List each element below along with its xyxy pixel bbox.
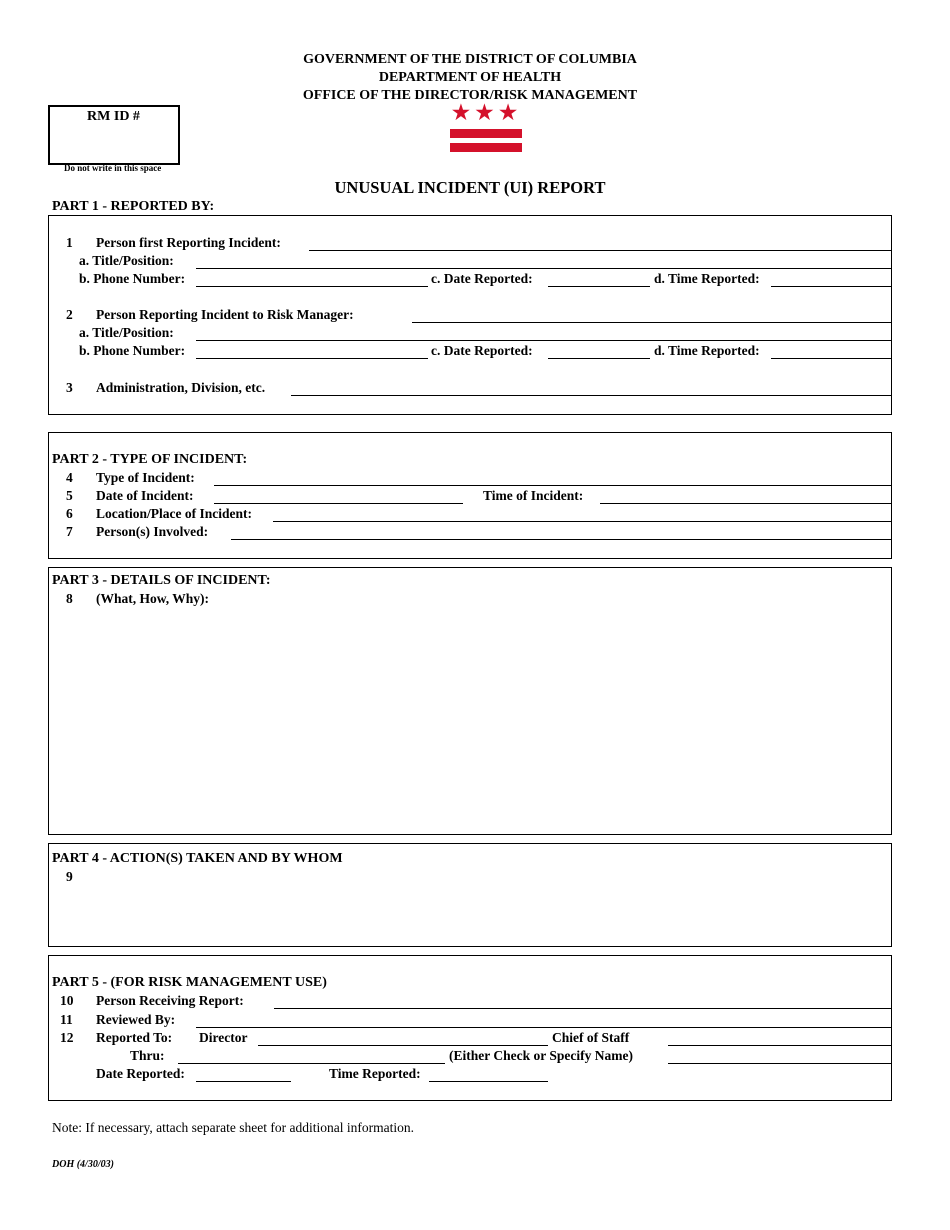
item1-label: Person first Reporting Incident: xyxy=(96,235,281,250)
item1-time-field[interactable] xyxy=(771,286,892,287)
item11-label: Reviewed By: xyxy=(96,1012,176,1027)
item12-label: Reported To: xyxy=(96,1030,173,1045)
item5-time-field[interactable] xyxy=(600,503,892,504)
item12-time-field[interactable] xyxy=(429,1081,548,1082)
item3-number: 3 xyxy=(66,380,73,395)
item4-label: Type of Incident: xyxy=(96,470,195,485)
item12-date-field[interactable] xyxy=(196,1081,291,1082)
item4-field[interactable] xyxy=(214,485,892,486)
part1-heading: PART 1 - REPORTED BY: xyxy=(52,199,215,214)
item11-field[interactable] xyxy=(196,1027,892,1028)
item6-number: 6 xyxy=(66,506,73,521)
part3-heading: PART 3 - DETAILS OF INCIDENT: xyxy=(52,573,271,588)
item3-field[interactable] xyxy=(291,395,892,396)
header-department: DEPARTMENT OF HEALTH xyxy=(378,70,562,85)
part5-heading: PART 5 - (FOR RISK MANAGEMENT USE) xyxy=(52,975,327,990)
item7-number: 7 xyxy=(66,524,73,539)
item6-label: Location/Place of Incident: xyxy=(96,506,252,521)
item2-number: 2 xyxy=(66,307,73,322)
item5-time-label: Time of Incident: xyxy=(483,488,584,503)
item10-label: Person Receiving Report: xyxy=(96,993,244,1008)
footer-note: Note: If necessary, attach separate sheet for additional information. xyxy=(52,1120,414,1135)
rm-id-box xyxy=(48,105,180,165)
item10-field[interactable] xyxy=(274,1008,892,1009)
item11-number: 11 xyxy=(60,1012,73,1027)
report-title: UNUSUAL INCIDENT (UI) REPORT xyxy=(334,178,606,197)
item12-specify-field[interactable] xyxy=(668,1063,892,1064)
item2-phone-field[interactable] xyxy=(196,358,428,359)
item12-date-label: Date Reported: xyxy=(96,1066,185,1081)
item4-number: 4 xyxy=(66,470,73,485)
dc-flag-logo xyxy=(450,100,522,157)
item2-label: Person Reporting Incident to Risk Manager: xyxy=(96,307,354,322)
part3-box[interactable] xyxy=(48,567,892,835)
item5-date-field[interactable] xyxy=(214,503,463,504)
item12-chief-field[interactable] xyxy=(668,1045,892,1046)
flag-bar-bottom xyxy=(450,143,522,152)
item2-person-field[interactable] xyxy=(412,322,892,323)
item2-title-label: a. Title/Position: xyxy=(79,325,174,340)
item2-date-label: c. Date Reported: xyxy=(431,343,533,358)
item9-number: 9 xyxy=(66,869,73,884)
header-government: GOVERNMENT OF THE DISTRICT OF COLUMBIA xyxy=(303,52,637,67)
item2-phone-label: b. Phone Number: xyxy=(79,343,186,358)
item7-label: Person(s) Involved: xyxy=(96,524,209,539)
item12-director-label: Director xyxy=(199,1030,248,1045)
item7-field[interactable] xyxy=(231,539,892,540)
item2-date-field[interactable] xyxy=(548,358,650,359)
item1-time-label: d. Time Reported: xyxy=(654,271,760,286)
flag-stars-icon: ★★★ xyxy=(450,100,522,126)
item1-date-field[interactable] xyxy=(548,286,650,287)
item1-date-label: c. Date Reported: xyxy=(431,271,533,286)
item12-director-field[interactable] xyxy=(258,1045,548,1046)
item12-chief-label: Chief of Staff xyxy=(552,1030,630,1045)
item12-number: 12 xyxy=(60,1030,74,1045)
item2-title-field[interactable] xyxy=(196,340,892,341)
item1-phone-field[interactable] xyxy=(196,286,428,287)
item1-title-label: a. Title/Position: xyxy=(79,253,174,268)
item12-thru-label: Thru: xyxy=(130,1048,165,1063)
item1-phone-label: b. Phone Number: xyxy=(79,271,186,286)
item5-label: Date of Incident: xyxy=(96,488,194,503)
item6-field[interactable] xyxy=(273,521,892,522)
part2-heading: PART 2 - TYPE OF INCIDENT: xyxy=(52,452,248,467)
item12-thru-field[interactable] xyxy=(178,1063,445,1064)
item1-number: 1 xyxy=(66,235,73,250)
item8-number: 8 xyxy=(66,591,73,606)
rm-id-note: Do not write in this space xyxy=(64,163,162,173)
item1-title-field[interactable] xyxy=(196,268,892,269)
item1-person-field[interactable] xyxy=(309,250,892,251)
item2-time-label: d. Time Reported: xyxy=(654,343,760,358)
header-office: OFFICE OF THE DIRECTOR/RISK MANAGEMENT xyxy=(302,88,638,103)
rm-id-label: RM ID # xyxy=(87,109,140,124)
item2-time-field[interactable] xyxy=(771,358,892,359)
item5-number: 5 xyxy=(66,488,73,503)
flag-bar-top xyxy=(450,129,522,138)
part4-heading: PART 4 - ACTION(S) TAKEN AND BY WHOM xyxy=(52,851,343,866)
item12-either-note: (Either Check or Specify Name) xyxy=(449,1048,633,1063)
item12-time-label: Time Reported: xyxy=(329,1066,421,1081)
form-id: DOH (4/30/03) xyxy=(52,1159,114,1170)
item3-label: Administration, Division, etc. xyxy=(96,380,266,395)
item8-label: (What, How, Why): xyxy=(96,591,210,606)
item10-number: 10 xyxy=(60,993,74,1008)
